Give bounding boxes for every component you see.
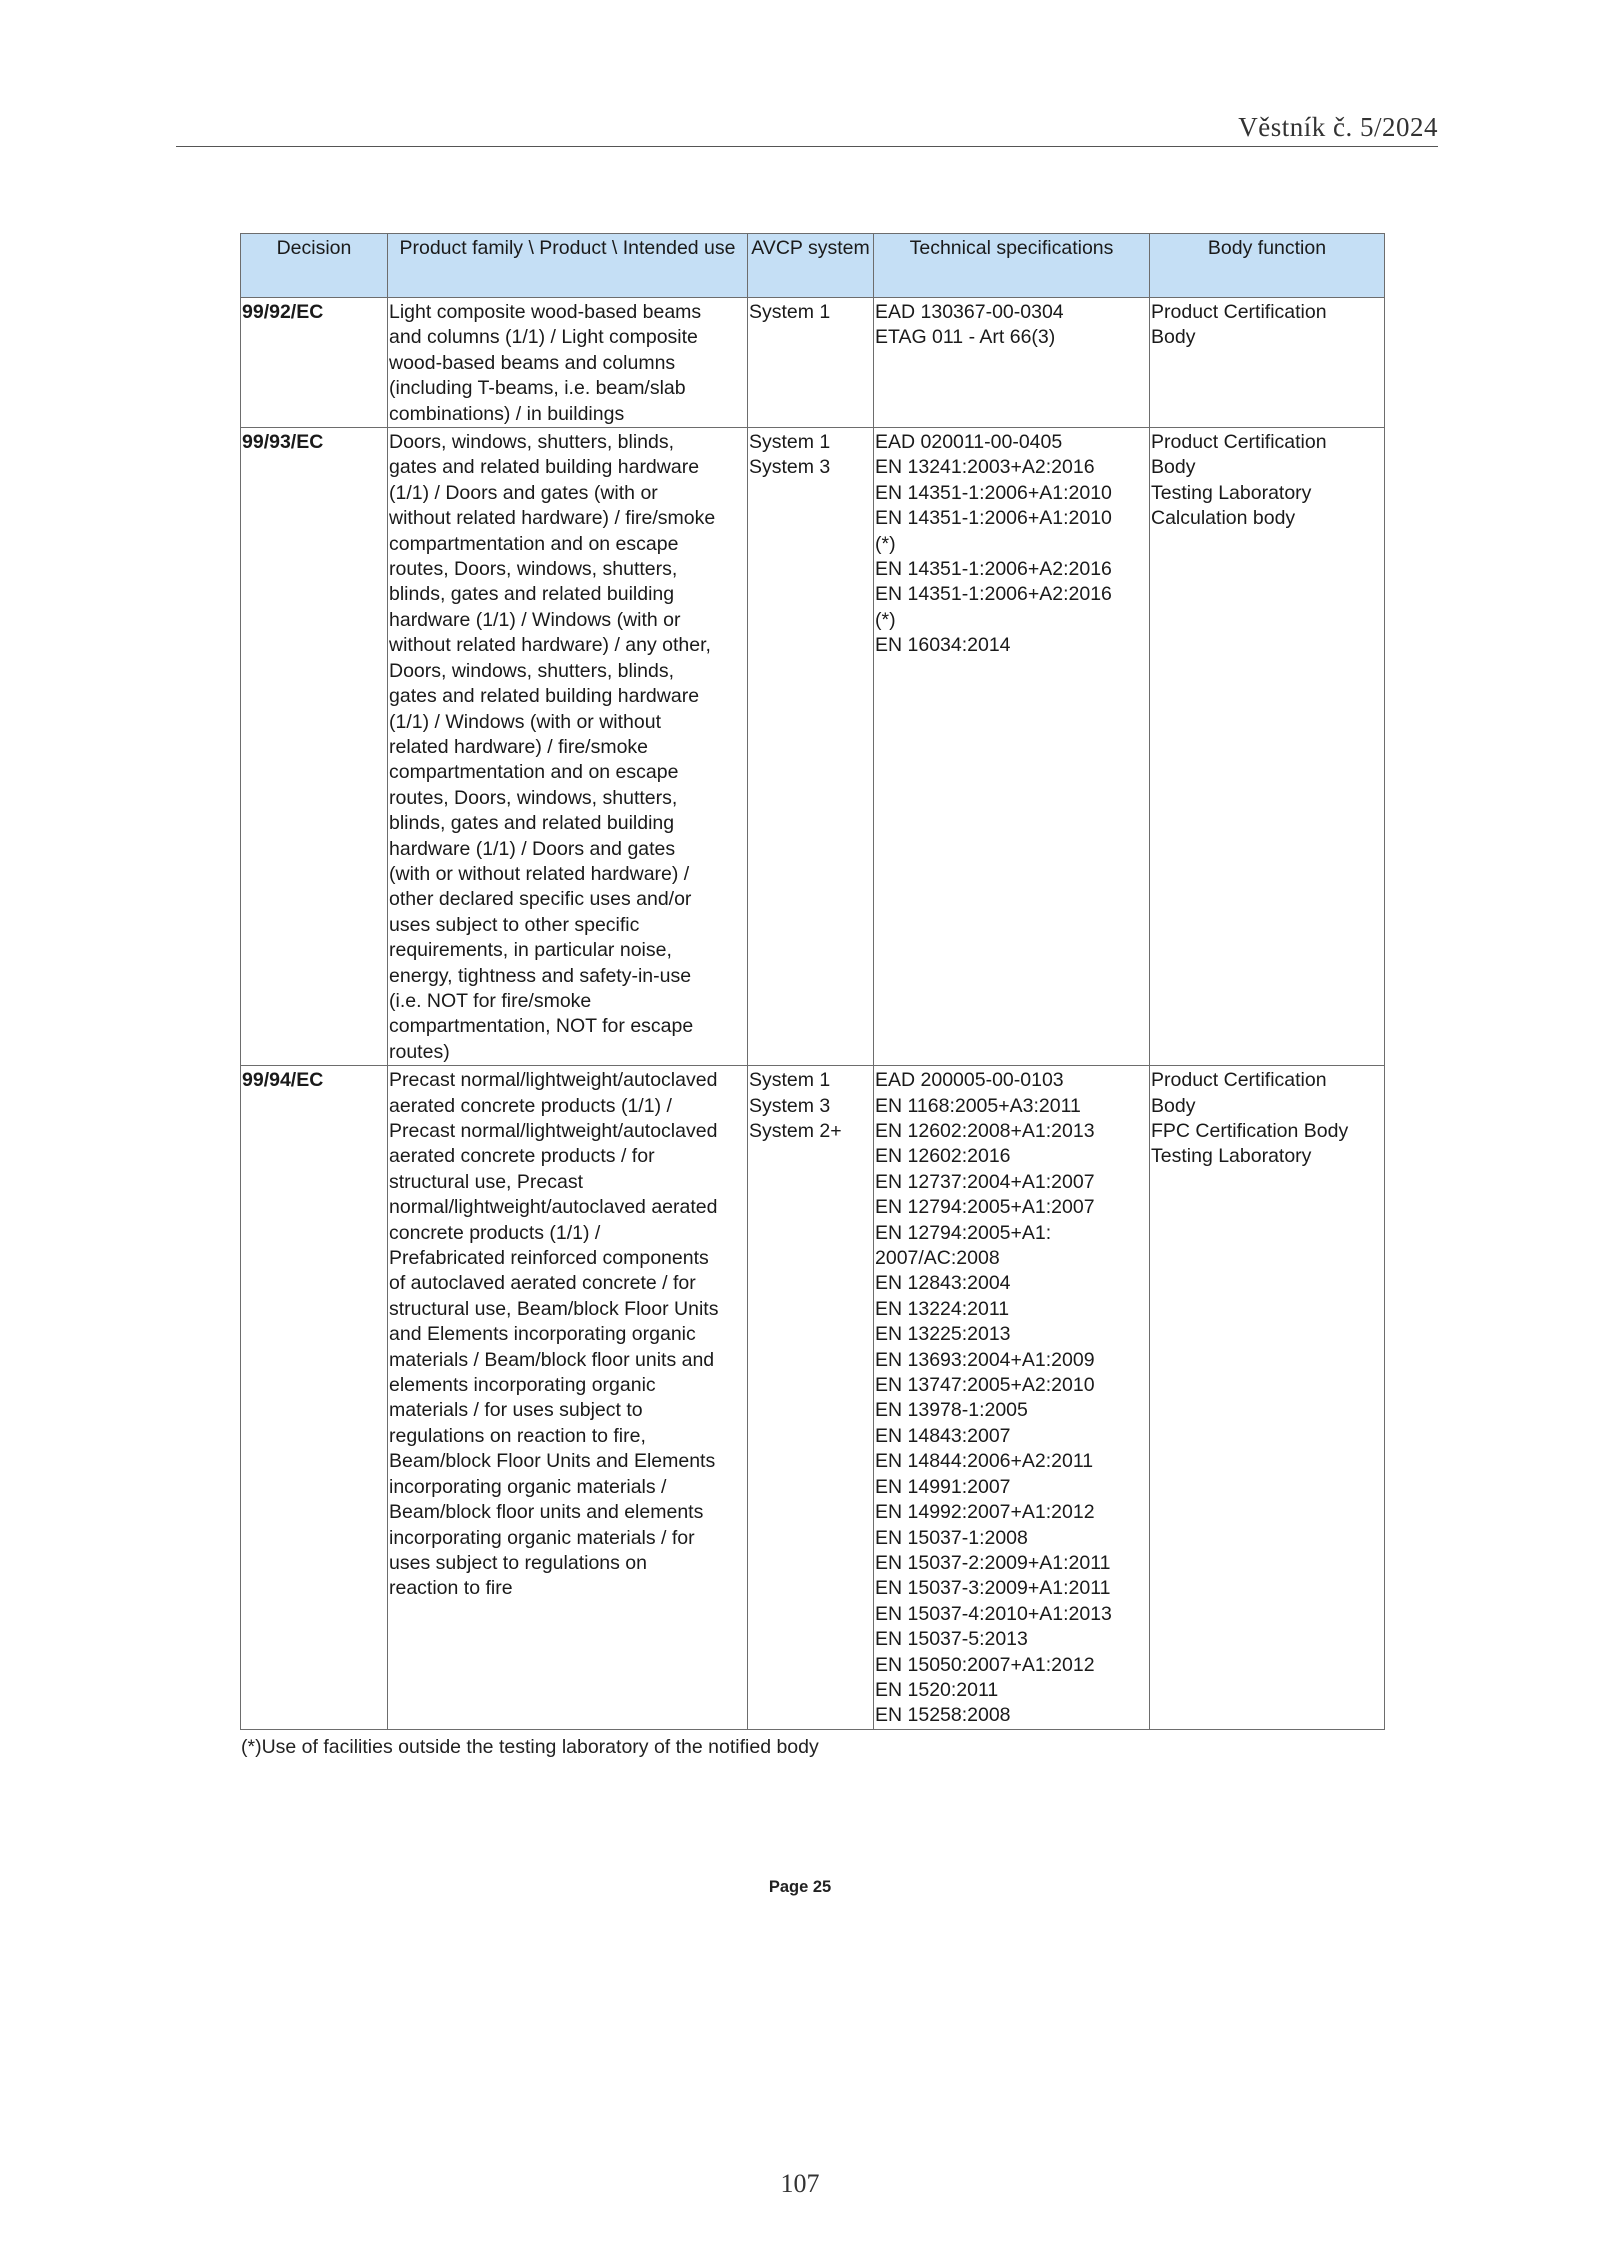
cell-line: (with or without related hardware) / [389,862,690,885]
header-divider [176,146,1438,147]
cell-line: System 1 [749,301,831,323]
page-number: 107 [780,2169,820,2198]
specification-table [240,233,1385,1730]
cell-line: gates and related building hardware [389,685,700,708]
cell-line: wood-based beams and columns [389,351,676,374]
cell-line: Product Certification [1151,431,1327,454]
avcp-cell [748,298,874,428]
cell-line: (including T-beams, i.e. beam/slab [389,377,686,400]
cell-line: incorporating organic materials / [389,1475,667,1498]
table-header [241,234,1385,298]
cell-line: ETAG 011 - Art 66(3) [875,326,1056,349]
cell-line: blinds, gates and related building [389,583,675,606]
cell-line: FPC Certification Body [1151,1120,1349,1142]
column-header-specs: Technical specifications [874,234,1150,298]
cell-line: compartmentation, NOT for escape [389,1015,694,1038]
cell-line: EN 15050:2007+A1:2012 [875,1653,1095,1676]
cell-line: hardware (1/1) / Windows (with or [389,608,681,631]
specs-cell [874,428,1150,1066]
cell-line: normal/lightweight/autoclaved aerated [389,1196,718,1219]
cell-line: EN 12602:2008+A1:2013 [875,1120,1095,1142]
cell-line: System 1 [749,1069,831,1092]
cell-line: EN 12794:2005+A1: [875,1221,1052,1244]
product-cell [388,428,748,1066]
cell-line: System 3 [749,1094,831,1117]
cell-line: materials / for uses subject to [389,1399,643,1422]
cell-line: routes, Doors, windows, shutters, [389,558,678,581]
cell-line: EN 13241:2003+A2:2016 [875,456,1095,479]
cell-line: System 3 [749,456,831,479]
cell-line: hardware (1/1) / Doors and gates [389,837,676,860]
cell-line: EN 13225:2013 [875,1323,1011,1346]
running-header: Věstník č. 5/2024 [1238,112,1438,142]
cell-line: aerated concrete products (1/1) / [389,1094,672,1117]
cell-line: Product Certification [1151,1069,1327,1092]
cell-line: regulations on reaction to fire, [389,1424,646,1447]
cell-line: EN 14351-1:2006+A2:2016 [875,558,1112,581]
cell-line: routes, Doors, windows, shutters, [389,786,678,809]
specs-cell [874,298,1150,428]
body-cell [1150,1066,1385,1730]
cell-line: (*) [875,532,896,555]
cell-line: EN 12794:2005+A1:2007 [875,1196,1095,1219]
cell-line: EN 13978-1:2005 [875,1399,1028,1422]
cell-line: Product Certification [1151,301,1327,323]
cell-line: EN 12737:2004+A1:2007 [875,1170,1095,1193]
avcp-cell [748,1066,874,1730]
column-header-avcp: AVCP system [748,234,874,298]
cell-line: EN 15037-2:2009+A1:2011 [875,1551,1111,1574]
cell-line: and Elements incorporating organic [389,1323,696,1346]
column-header-decision: Decision [241,234,388,298]
cell-line: (*) [875,608,896,631]
cell-line: EN 1168:2005+A3:2011 [875,1094,1081,1117]
cell-line: aerated concrete products / for [389,1145,655,1168]
product-cell [388,1066,748,1730]
cell-line: EN 1520:2011 [875,1678,999,1701]
table-body [241,298,1385,1730]
cell-line: reaction to fire [389,1577,513,1600]
cell-line: Prefabricated reinforced components [389,1247,709,1270]
cell-line: related hardware) / fire/smoke [389,735,649,758]
cell-line: EN 12602:2016 [875,1145,1011,1168]
cell-line: without related hardware) / any other, [389,634,711,657]
cell-line: EAD 200005-00-0103 [875,1069,1064,1092]
cell-line: Body [1151,1094,1196,1117]
cell-line: (1/1) / Windows (with or without [389,710,662,733]
cell-line: EN 13693:2004+A1:2009 [875,1348,1095,1371]
cell-line: without related hardware) / fire/smoke [389,507,716,530]
cell-line: incorporating organic materials / for [389,1526,695,1549]
footnote: (*)Use of facilities outside the testing laboratory of the notified body [241,1736,819,1758]
cell-line: EN 14843:2007 [875,1424,1011,1447]
cell-line: System 2+ [749,1120,842,1142]
cell-line: uses subject to regulations on [389,1551,647,1574]
cell-line: EN 13224:2011 [875,1297,1010,1320]
page-label: Page 25 [768,1878,832,1896]
cell-line: other declared specific uses and/or [389,888,692,911]
cell-line: compartmentation and on escape [389,532,679,555]
cell-line: energy, tightness and safety-in-use [389,964,692,987]
cell-line: EN 14351-1:2006+A2:2016 [875,583,1112,606]
cell-line: Doors, windows, shutters, blinds, [389,659,675,682]
cell-line: EN 14351-1:2006+A1:2010 [875,481,1112,504]
avcp-cell [748,428,874,1066]
cell-line: EN 14351-1:2006+A1:2010 [875,507,1112,530]
cell-line: EN 15258:2008 [875,1704,1011,1727]
decision-cell: 99/93/EC [241,428,388,1066]
body-cell [1150,298,1385,428]
cell-line: (1/1) / Doors and gates (with or [389,481,658,504]
cell-line: requirements, in particular noise, [389,939,672,962]
cell-line: Beam/block floor units and elements [389,1501,704,1524]
cell-line: concrete products (1/1) / [389,1221,601,1244]
table-row [241,428,1385,1066]
decision-cell: 99/94/EC [241,1066,388,1730]
cell-line: System 1 [749,431,831,454]
cell-line: routes) [389,1040,450,1063]
cell-line: of autoclaved aerated concrete / for [389,1272,696,1295]
cell-line: Precast normal/lightweight/autoclaved [389,1069,718,1092]
cell-line: and columns (1/1) / Light composite [389,326,698,349]
cell-line: EN 14991:2007 [875,1475,1011,1498]
cell-line: Doors, windows, shutters, blinds, [389,431,675,454]
cell-line: structural use, Beam/block Floor Units [389,1297,719,1320]
table-row [241,1066,1385,1730]
cell-line: EN 14844:2006+A2:2011 [875,1450,1094,1473]
cell-line: EAD 020011-00-0405 [875,431,1063,454]
cell-line: Testing Laboratory [1151,1145,1312,1168]
cell-line: EN 15037-4:2010+A1:2013 [875,1602,1112,1625]
cell-line: Testing Laboratory [1151,481,1312,504]
cell-line: 2007/AC:2008 [875,1247,1000,1270]
cell-line: EAD 130367-00-0304 [875,301,1064,323]
cell-line: Beam/block Floor Units and Elements [389,1450,716,1473]
cell-line: (i.e. NOT for fire/smoke [389,989,592,1012]
cell-line: Light composite wood-based beams [389,301,702,323]
cell-line: EN 15037-5:2013 [875,1628,1028,1651]
cell-line: structural use, Precast [389,1170,583,1193]
body-cell [1150,428,1385,1066]
cell-line: EN 16034:2014 [875,634,1011,657]
cell-line: Body [1151,456,1196,479]
cell-line: Calculation body [1151,507,1296,530]
column-header-body: Body function [1150,234,1385,298]
cell-line: Precast normal/lightweight/autoclaved [389,1120,718,1142]
cell-line: EN 15037-1:2008 [875,1526,1028,1549]
cell-line: blinds, gates and related building [389,812,675,835]
cell-line: elements incorporating organic [389,1374,656,1397]
column-header-product: Product family \ Product \ Intended use [388,234,748,298]
product-cell [388,298,748,428]
decision-cell: 99/92/EC [241,298,388,428]
specs-cell [874,1066,1150,1730]
cell-line: combinations) / in buildings [389,402,625,425]
cell-line: materials / Beam/block floor units and [389,1348,715,1371]
table-row [241,298,1385,428]
cell-line: EN 12843:2004 [875,1272,1011,1295]
cell-line: EN 13747:2005+A2:2010 [875,1374,1095,1397]
cell-line: EN 15037-3:2009+A1:2011 [875,1577,1111,1600]
cell-line: uses subject to other specific [389,913,640,936]
cell-line: EN 14992:2007+A1:2012 [875,1501,1095,1524]
header-row [241,234,1385,298]
cell-line: compartmentation and on escape [389,761,679,784]
cell-line: Body [1151,326,1196,349]
cell-line: gates and related building hardware [389,456,700,479]
